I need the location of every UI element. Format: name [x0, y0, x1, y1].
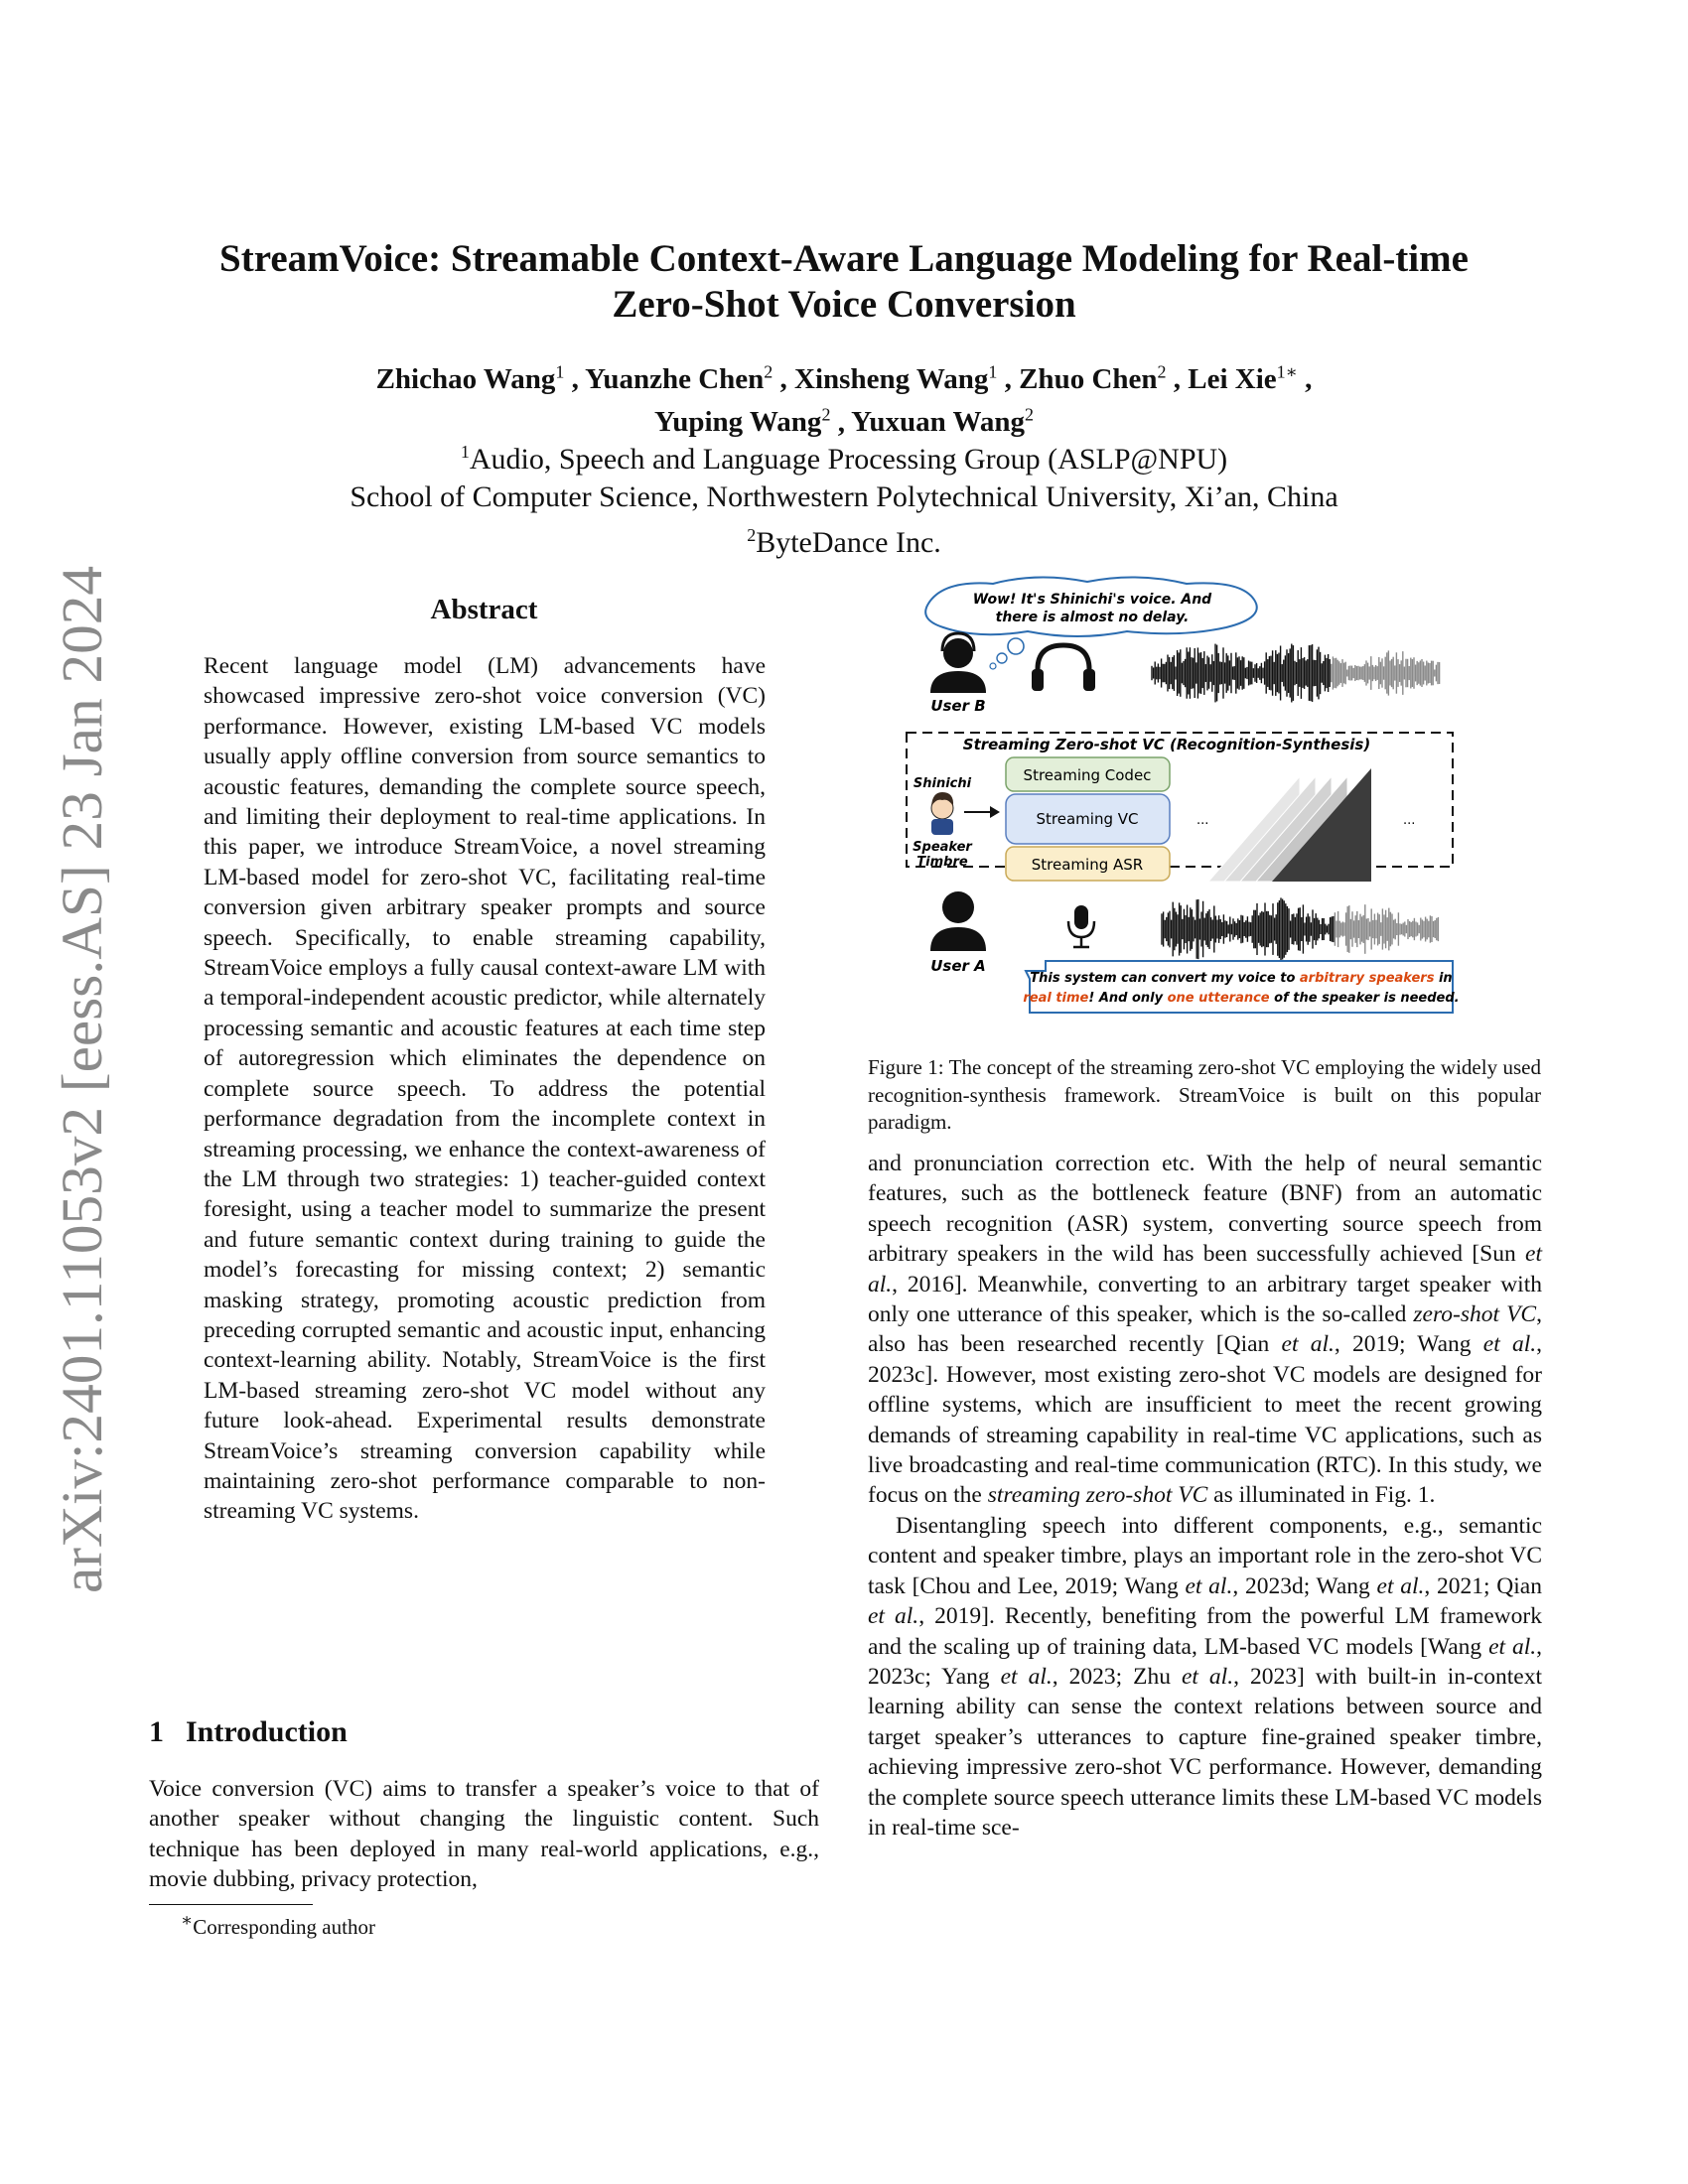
affiliation-1-school: School of Computer Science, Northwestern Polytechnical University, Xi’an, China — [350, 480, 1338, 513]
caption-text: The concept of the streaming zero-shot VC employing the widely used recognition-synthesis framework. StreamVoice is built on this popular paradigm. — [868, 1055, 1541, 1134]
italic-span: et al. — [1376, 1572, 1425, 1599]
author-a-0: Zhichao Wang$^1$ — [375, 361, 565, 395]
headphones-icon — [1032, 645, 1095, 691]
shinichi-label: Shinichi — [913, 776, 972, 791]
italic-span: zero-shot VC — [1413, 1301, 1537, 1328]
speech-line-1 — [1030, 971, 1452, 986]
italic-span: streaming zero-shot VC — [987, 1482, 1208, 1509]
streaming-asr-label: Streaming ASR — [1031, 856, 1144, 874]
thought-text-1: Wow! It's Shinichi's voice. And — [972, 592, 1212, 608]
paragraph-1 — [868, 1149, 1542, 1511]
author-a-3: Zhuo Chen$^2$ — [1019, 361, 1167, 395]
title-line-2: Zero-Shot Voice Conversion — [612, 283, 1076, 326]
paper-title — [149, 236, 1539, 328]
author-affil-mark: 2 — [821, 404, 831, 425]
author-affil-mark: 1 — [988, 361, 998, 381]
text-span: , 2023] with built-in in-context learning ability can sense the context relations between source and target speaker’s utterances to capture fine-grained speaker timbre, achieving impressive zero-shot VC performance. However, demanding the complete source speech utterance limits these LM-based VC models in real-time sce- — [868, 1663, 1542, 1841]
text-span: , 2019]. Recently, benefiting from the powerful LM framework and the scaling up of training data, LM-based VC models [Wang — [868, 1603, 1542, 1660]
italic-span: et al. — [868, 1603, 919, 1630]
footnote: ∗Corresponding author — [181, 1910, 375, 1939]
streaming-vc-label: Streaming VC — [1036, 810, 1139, 828]
author-affil-mark: 1∗ — [1276, 361, 1298, 381]
user-a-icon — [930, 891, 986, 951]
speech-text: ! And only — [1088, 991, 1168, 1006]
affiliation-2: $^2$ByteDance Inc. — [747, 525, 941, 559]
streaming-vc-box-title: Streaming Zero-shot VC (Recognition-Synthesis) — [962, 736, 1371, 753]
italic-span: et al. — [1482, 1331, 1537, 1358]
text-span: as illuminated in Fig. 1. — [1207, 1482, 1436, 1509]
arxiv-sidebar — [32, 566, 121, 1598]
text-span: , 2023; Zhu — [1052, 1663, 1182, 1690]
section-heading-introduction — [149, 1715, 765, 1749]
introduction-text: Voice conversion (VC) aims to transfer a speaker’s voice to that of another speaker without changing the linguistic content. Such technique has been deployed in many real-world applications, e.g., movie dubbing, privacy protection, — [149, 1776, 819, 1893]
footnote-rule — [149, 1904, 313, 1905]
text-span: , also has been researched recently [Qian — [868, 1301, 1542, 1358]
input-waveform — [1162, 897, 1438, 960]
user-a-label: User A — [930, 957, 986, 975]
author-affil-mark: 2 — [764, 361, 774, 381]
streaming-chunks — [1208, 768, 1371, 882]
text-span: , 2023c; Yang — [868, 1633, 1542, 1690]
arrow-icon — [964, 806, 1000, 818]
speech-text: This system can convert my voice to — [1030, 971, 1300, 986]
italic-span: et al. — [1185, 1572, 1233, 1599]
author-line-2: Yuping Wang$^2$ , Yuxuan Wang$^2$ — [653, 404, 1035, 439]
ellipsis-left: ... — [1196, 813, 1209, 828]
author-a-1: Yuanzhe Chen$^2$ — [585, 361, 774, 395]
text-span: , 2023c]. However, most existing zero-shot VC models are designed for offline systems, which are insufficient to meet the recent growing demands of streaming capability in real-time VC applications, such as live broadcasting and real-time communication (RTC). In this study, we focus on the — [868, 1331, 1542, 1509]
italic-span: et al. — [1281, 1331, 1335, 1358]
italic-span: et al. — [868, 1241, 1542, 1297]
arxiv-sidebar-svg — [32, 566, 121, 1598]
ellipsis-right: ... — [1403, 813, 1416, 828]
user-b-icon — [930, 633, 986, 693]
text-span: Disentangling speech into different components, e.g., semantic content and speaker timbre, plays an important role in the zero-shot VC task [Chou and Lee, 2019; Wang — [868, 1512, 1542, 1599]
output-waveform — [1152, 644, 1440, 703]
thought-bubble — [925, 577, 1257, 669]
author-line-1: Zhichao Wang$^1$ , Yuanzhe Chen$^2$ , Xinsheng Wang$^1$ , Zhuo Chen$^2$ , Lei Xie$^{1∗}$ , — [375, 361, 1313, 395]
text-span: and pronunciation correction etc. With the help of neural semantic features, such as the bottleneck feature (BNF) from an automatic speech recognition (ASR) system, converting source speech from arbitrary speakers in the wild has been successfully achieved [Sun — [868, 1151, 1542, 1268]
timbre-label: Timbre — [916, 855, 968, 870]
highlight-text: real time — [1023, 991, 1089, 1006]
highlight-text: arbitrary speakers — [1299, 971, 1435, 986]
speech-line-2 — [1023, 991, 1459, 1006]
affiliations — [149, 433, 1539, 562]
section-title: Introduction — [186, 1715, 348, 1748]
author-b-1: Yuxuan Wang$^2$ — [851, 404, 1035, 439]
microphone-icon — [1068, 905, 1094, 947]
author-b-0: Yuping Wang$^2$ — [653, 404, 831, 439]
user-b-label: User B — [930, 697, 986, 715]
author-list — [149, 353, 1539, 440]
author-affil-mark: 2 — [1157, 361, 1167, 381]
speech-text: in — [1434, 971, 1453, 986]
title-line-1: StreamVoice: Streamable Context-Aware Language Modeling for Real-time — [219, 237, 1469, 280]
arxiv-id: arXiv:2401.11053v2 [eess.AS] 23 Jan 2024 — [50, 588, 114, 1593]
right-column-text — [868, 1149, 1542, 1843]
paragraph-2 — [868, 1511, 1542, 1843]
speech-text: of the speaker is needed. — [1269, 991, 1460, 1006]
abstract-text: Recent language model (LM) advancements have showcased impressive zero-shot voice conversion (VC) performance. However, existing LM-based VC models usually apply offline conversion from source semantics to acoustic features, demanding the complete source speech, and limiting their deployment to real-time applications. In this paper, we introduce StreamVoice, a novel streaming LM-based model for zero-shot VC, facilitating real-time conversion given arbitrary speaker prompts and source speech. Specifically, to enable streaming capability, StreamVoice employs a fully causal context-aware LM with a temporal-independent acoustic predictor, while alternately processing semantic and acoustic features at each time step of autoregression which eliminates the dependence on complete source speech. To address the potential performance degradation from the incomplete context in streaming processing, we enhance the context-awareness of the LM through two strategies: 1) teacher-guided context foresight, using a teacher model to summarize the present and future semantic context during training to guide the model’s forecasting for missing context; 2) semantic masking strategy, promoting acoustic prediction from preceding corrupted semantic and acoustic input, enhancing context-learning ability. Notably, StreamVoice is the first LM-based streaming zero-shot VC model without any future look-ahead. Experimental results demonstrate StreamVoice’s streaming conversion capability while maintaining zero-shot performance comparable to non-streaming VC systems. — [204, 653, 766, 1525]
text-span: , 2023d; Wang — [1232, 1572, 1377, 1599]
italic-span: et al. — [1000, 1663, 1053, 1690]
abstract-heading: Abstract — [430, 594, 538, 625]
figure-1-diagram — [899, 574, 1460, 1040]
section-number: 1 — [149, 1715, 164, 1748]
caption-label: Figure 1: — [868, 1055, 944, 1079]
author-a-2: Xinsheng Wang$^1$ — [794, 361, 998, 395]
figure-1 — [899, 574, 1460, 1040]
affiliation-1: $^1$Audio, Speech and Language Processing Group (ASLP@NPU) — [460, 442, 1228, 476]
speech-bubble — [1023, 961, 1459, 1013]
text-span: , 2021; Qian — [1424, 1572, 1542, 1599]
italic-span: et al. — [1181, 1663, 1234, 1690]
author-a-4: Lei Xie$^{1∗}$ — [1188, 361, 1298, 395]
highlight-text: one utterance — [1167, 991, 1270, 1006]
figure-1-caption — [868, 1054, 1541, 1137]
author-affil-mark: 2 — [1025, 404, 1035, 425]
shinichi-avatar-icon — [931, 792, 953, 835]
text-span: , 2019; Wang — [1334, 1331, 1483, 1358]
author-affil-mark: 1 — [555, 361, 565, 381]
thought-text-2: there is almost no delay. — [995, 610, 1190, 625]
streaming-codec-label: Streaming Codec — [1023, 766, 1152, 784]
italic-span: et al. — [1488, 1633, 1537, 1660]
text-span: , 2016]. Meanwhile, converting to an arbitrary target speaker with only one utterance of this speaker, which is the so-called — [868, 1271, 1542, 1328]
speaker-label: Speaker — [913, 840, 972, 855]
